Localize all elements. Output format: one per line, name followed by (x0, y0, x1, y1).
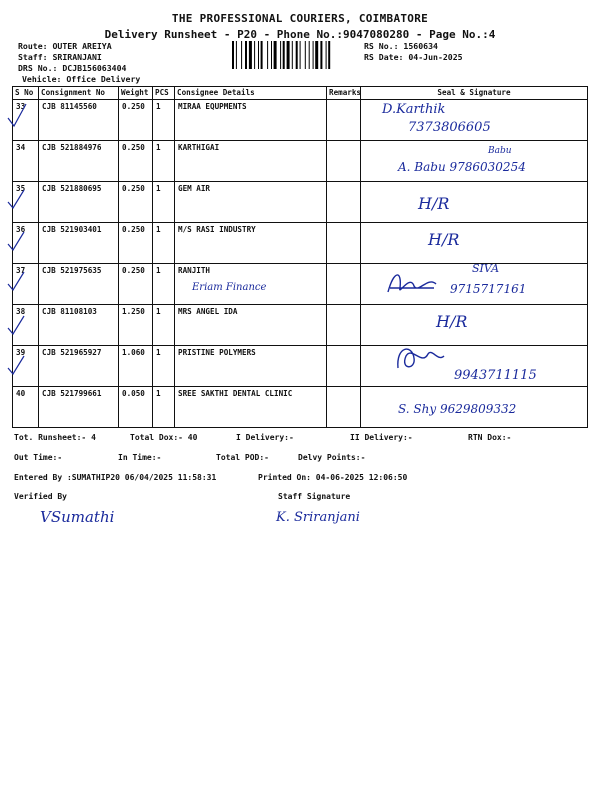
cell-pcs: 1 (153, 100, 175, 141)
table-row (13, 223, 588, 264)
cell-pcs: 1 (153, 346, 175, 387)
drs-label: DRS No.: DCJB156063404 (18, 63, 127, 73)
cell-remarks (327, 223, 361, 264)
total-dox: Total Dox:- 40 (130, 433, 198, 442)
runsheet-title: THE PROFESSIONAL COURIERS, COIMBATORE (171, 12, 429, 25)
cell-remarks (327, 305, 361, 346)
barcode (232, 41, 354, 69)
cell-weight: 0.250 (119, 223, 153, 264)
cell-pcs: 1 (153, 264, 175, 305)
cell-pcs: 1 (153, 305, 175, 346)
consignee-note-row-37: Eriam Finance (192, 282, 267, 293)
col-consignment: Consignment No (39, 87, 119, 100)
cell-sno: 33 (13, 100, 39, 141)
cell-remarks (327, 141, 361, 182)
cell-sno: 37 (13, 264, 39, 305)
cell-pcs: 1 (153, 182, 175, 223)
sig-row-35: H/R (418, 194, 450, 213)
signature-scribble-37 (384, 266, 440, 300)
col-remarks: Remarks (327, 87, 361, 100)
sig-row-34-top: Babu (488, 146, 512, 156)
cell-weight: 0.050 (119, 387, 153, 428)
sig-row-37-phone: 9715717161 (450, 282, 527, 296)
sig-row-34-main: A. Babu 9786030254 (398, 160, 526, 174)
signature-scribble-39 (392, 340, 446, 374)
cell-weight: 0.250 (119, 182, 153, 223)
cell-consignment: CJB 521799661 (39, 387, 119, 428)
cell-weight: 0.250 (119, 141, 153, 182)
cell-consignee: KARTHIGAI (175, 141, 327, 182)
tot-runsheet: Tot. Runsheet:- 4 (14, 433, 96, 442)
table-header-row (13, 87, 588, 100)
sig-row-33-phone: 7373806605 (408, 120, 491, 135)
rs-date-label: RS Date: 04-Jun-2025 (364, 52, 463, 62)
cell-remarks (327, 264, 361, 305)
cell-consignee: M/S RASI INDUSTRY (175, 223, 327, 264)
sig-row-36: H/R (428, 230, 460, 249)
staff-label: Staff: SRIRANJANI (18, 52, 102, 62)
cell-pcs: 1 (153, 141, 175, 182)
verified-signature: VSumathi (40, 508, 115, 526)
sig-row-40: S. Shy 9629809332 (398, 402, 517, 416)
cell-sno: 34 (13, 141, 39, 182)
staff-signature: K. Sriranjani (276, 510, 360, 525)
cell-signature (361, 182, 588, 223)
cell-sno: 35 (13, 182, 39, 223)
cell-consignment: CJB 521880695 (39, 182, 119, 223)
runsheet-subtitle: Delivery Runsheet - P20 - Phone No.:9047080280 - Page No.:4 (104, 28, 496, 41)
printed-on: Printed On: 04-06-2025 12:06:50 (258, 473, 408, 482)
cell-remarks (327, 182, 361, 223)
col-sno: S No (13, 87, 39, 100)
cell-remarks (327, 100, 361, 141)
delvy-points: Delvy Points:- (298, 453, 366, 462)
staff-signature-label: Staff Signature (278, 492, 351, 501)
cell-consignee: MRS ANGEL IDA (175, 305, 327, 346)
entered-by: Entered By :SUMATHIP20 06/04/2025 11:58:31 (14, 473, 217, 482)
cell-consignee: PRISTINE POLYMERS (175, 346, 327, 387)
sig-row-33-name: D.Karthik (382, 102, 446, 117)
table-row (13, 305, 588, 346)
table-row (13, 100, 588, 141)
vehicle-label: Vehicle: Office Delivery (22, 74, 141, 84)
cell-weight: 0.250 (119, 100, 153, 141)
col-consignee: Consignee Details (175, 87, 327, 100)
rtn-dox: RTN Dox:- (468, 433, 512, 442)
col-signature: Seal & Signature (361, 87, 588, 100)
out-time: Out Time:- (14, 453, 63, 462)
cell-signature (361, 223, 588, 264)
cell-remarks (327, 387, 361, 428)
cell-sno: 38 (13, 305, 39, 346)
sig-row-38: H/R (436, 312, 468, 331)
table-row (13, 182, 588, 223)
cell-sno: 39 (13, 346, 39, 387)
cell-consignment: CJB 81108103 (39, 305, 119, 346)
verified-by: Verified By (14, 492, 67, 501)
cell-pcs: 1 (153, 223, 175, 264)
cell-weight: 1.250 (119, 305, 153, 346)
cell-weight: 1.060 (119, 346, 153, 387)
cell-consignment: CJB 521884976 (39, 141, 119, 182)
cell-consignment: CJB 521903401 (39, 223, 119, 264)
cell-consignment: CJB 521975635 (39, 264, 119, 305)
sig-row-37-name: SIVA (472, 262, 500, 275)
route-label: Route: OUTER AREIYA (18, 41, 112, 51)
cell-sno: 36 (13, 223, 39, 264)
col-weight: Weight (119, 87, 153, 100)
i-delivery: I Delivery:- (236, 433, 294, 442)
cell-pcs: 1 (153, 387, 175, 428)
in-time: In Time:- (118, 453, 162, 462)
cell-weight: 0.250 (119, 264, 153, 305)
cell-consignment: CJB 521965927 (39, 346, 119, 387)
total-pod: Total POD:- (216, 453, 269, 462)
tick-marks (4, 98, 30, 428)
col-pcs: PCS (153, 87, 175, 100)
sig-row-39-phone: 9943711115 (454, 368, 537, 383)
cell-remarks (327, 346, 361, 387)
ii-delivery: II Delivery:- (350, 433, 413, 442)
cell-consignee: GEM AIR (175, 182, 327, 223)
cell-consignee: RANJITH (175, 264, 327, 305)
cell-consignee: SREE SAKTHI DENTAL CLINIC (175, 387, 327, 428)
rs-no-label: RS No.: 1560634 (364, 41, 438, 51)
cell-consignee: MIRAA EQUPMENTS (175, 100, 327, 141)
cell-sno: 40 (13, 387, 39, 428)
cell-consignment: CJB 81145560 (39, 100, 119, 141)
